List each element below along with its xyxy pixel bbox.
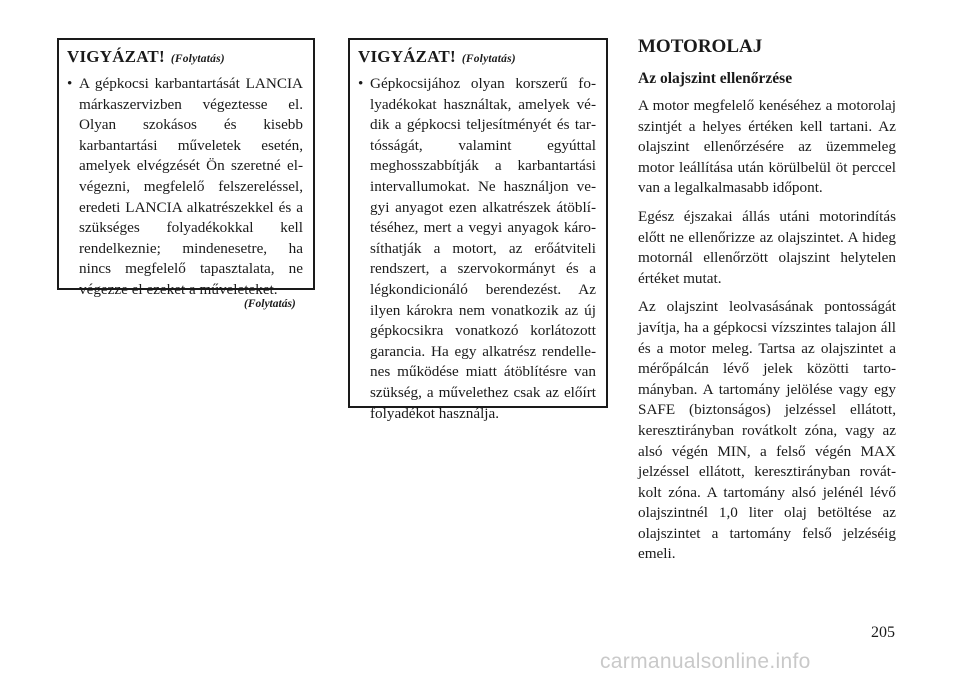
watermark[interactable]: carmanualsonline.info bbox=[600, 650, 811, 673]
paragraph: A motor megfelelő kenéséhez a motorolaj szintjét a helyes értéken kell tartani. Az olajszint ellenőrzésére az üzemmeleg motor leállítása után körülbelül öt perccel van a legalkalmasabb időpont. bbox=[638, 97, 896, 197]
paragraph: Az olajszint leolvasásának pontosságát javítja, ha a gépkocsi vízszintes talajon áll és a motor meleg. Tartsa az olajszintet a mérőpálcán lévő jelek közötti tartományban. A tartomány jelölése vagy egy SAFE (biztonságos) jelzéssel ellátott, keresztirányban rovátkolt zóna, vagy az alsó végén MIN, a felső végén MAX jelzéssel ellátott, keresztirányban rovátkolt zóna. A tartomány alsó jelénél lévő olajszintnél 1,0 liter olaj betöltése az olajszintet a tartomány felső jelzéséig emeli. bbox=[638, 298, 896, 563]
sub-title: Az olajszint ellenőrzése bbox=[638, 70, 793, 87]
continued-footer: (Folytatás) bbox=[244, 298, 296, 310]
warning-title bbox=[67, 46, 303, 70]
oil-section bbox=[638, 34, 896, 573]
continued-label: (Folytatás) bbox=[170, 53, 225, 65]
warning-title-text: VIGYÁZAT! bbox=[67, 47, 165, 66]
warning-bullet-item bbox=[358, 74, 596, 424]
paragraph: Egész éjszakai állás utáni motorindítás előtt ne ellenőrizze az olajszintet. A hideg motornál ellenőrzött olajszint helytelen értéket mutat. bbox=[638, 207, 896, 287]
warning-box-left bbox=[57, 38, 315, 298]
section-title: MOTOROLAJ bbox=[638, 36, 763, 57]
bullet-icon: • bbox=[358, 75, 364, 92]
warning-text: A gépkocsi karbantartását LANCIA márkaszervizben végeztesse el. Olyan szokásos és kisebb karbantartási műveletek esetén, amelyek elvégzését Ön szeretné elvégezni, megfelelő felszereléssel, eredeti LANCIA alkatrészekkel és a szükséges folyadékokkal kell rendelkeznie; mindenesetre, ha nincs megfelelő tapasztalata, ne végezze el ezeket a műveleteket. bbox=[79, 75, 303, 298]
bullet-icon: • bbox=[67, 75, 73, 92]
continued-label: (Folytatás) bbox=[461, 53, 516, 65]
warning-bullet-item bbox=[67, 74, 303, 301]
warning-title-text: VIGYÁZAT! bbox=[358, 47, 456, 66]
warning-title bbox=[358, 46, 596, 70]
page-number: 205 bbox=[871, 624, 895, 641]
warning-box-middle bbox=[348, 38, 608, 422]
warning-text: Gépkocsijához olyan korszerű folyadékokat használtak, amelyek védik a gépkocsi teljesítményét és tartósságát, valamint egyúttal meghosszabbítják a karbantartási intervallumokat. Ne használjon vegyi anyagot ezen alkatrészek átöblítéséhez, mert a vegyi anyagok károsíthatják a motort, az erőátviteli rendszert, a szervokormányt és a légkondicionáló berendezést. Az ilyen károkra nem vonatkozik az új gépkocsikra vonatkozó korlátozott garancia. Ha egy alkatrész rendellenes működése miatt átöblítésre van szükség, a művelethez csak az előírt folyadékot használja. bbox=[370, 75, 596, 422]
